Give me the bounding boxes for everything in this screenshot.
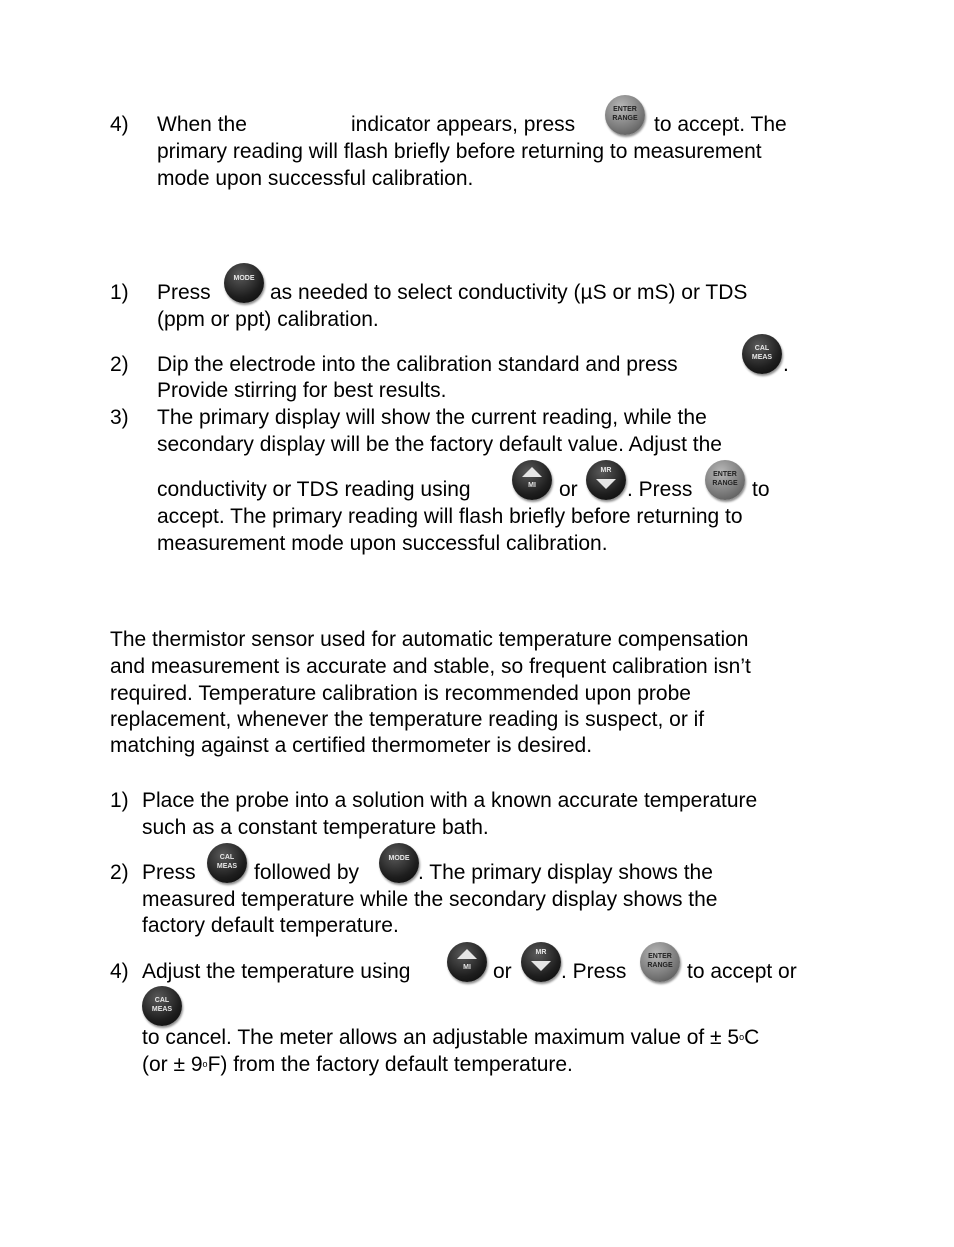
enter-range-button-icon: ENTER RANGE (705, 460, 745, 500)
step-text-line: Press (142, 861, 196, 884)
step-text-line: (ppm or ppt) calibration. (157, 308, 379, 331)
step-text: (or ± 9 (142, 1053, 203, 1076)
step-text-line: Provide stirring for best results. (157, 379, 447, 402)
step-number: 4) (110, 960, 129, 983)
step-text-line (654, 112, 787, 138)
step-text-line: The primary display will show the current reading, while the (157, 406, 707, 429)
degree-symbol: o (202, 1059, 208, 1069)
step-text-line (351, 112, 575, 138)
intro-paragraph-line: replacement, whenever the temperature reading is suspect, or if (110, 708, 705, 731)
step-text-line: Press (157, 281, 211, 304)
mi-up-arrow-button-icon: MI (512, 460, 552, 500)
step-text-line (142, 1052, 573, 1081)
step-text-line: accept. The primary reading will flash briefly before returning to (157, 505, 743, 528)
step-text-line: measured temperature while the secondary display shows the (142, 888, 718, 911)
step-number: 3) (110, 406, 129, 429)
step-text: C (744, 1026, 760, 1049)
intro-paragraph-line: required. Temperature calibration is recommended upon probe (110, 682, 691, 705)
step-text-line: mode upon successful calibration. (157, 167, 474, 190)
enter-range-button-icon: ENTER RANGE (640, 942, 680, 982)
step-text-line: measurement mode upon successful calibration. (157, 532, 608, 555)
step-text: F) from the factory default temperature. (207, 1053, 573, 1076)
step-text-line: or (559, 478, 578, 501)
step-text: When the (157, 113, 247, 136)
step-text-line: conductivity or TDS reading using (157, 478, 471, 501)
mode-button-icon: MODE (224, 263, 264, 303)
step-text-line: as needed to select conductivity (µS or mS) or TDS (270, 281, 748, 304)
step-text-line: primary reading will flash briefly before returning to measurement (157, 140, 762, 163)
step-text-line: such as a constant temperature bath. (142, 816, 489, 839)
step-text-line: or (493, 960, 512, 983)
step-number: 1) (110, 789, 129, 812)
step-text-line (142, 1025, 759, 1054)
step-text-line: secondary display will be the factory default value. Adjust the (157, 433, 722, 456)
cal-meas-button-icon: CAL MEAS (742, 334, 782, 374)
step-text-line: to (752, 478, 770, 501)
intro-paragraph-line: The thermistor sensor used for automatic temperature compensation (110, 628, 749, 651)
step-text: to accept. The (654, 113, 787, 136)
step-text-line: Place the probe into a solution with a known accurate temperature (142, 789, 758, 812)
step-text: indicator appears, press (351, 113, 576, 136)
step-text-line (157, 112, 247, 138)
step-text: to cancel. The meter allows an adjustable maximum value of ± 5 (142, 1026, 740, 1049)
step-text-line: . Press (627, 478, 693, 501)
step-text-line: . The primary display shows the (418, 861, 713, 884)
step-text-line: to accept or (687, 960, 797, 983)
step-text-line: factory default temperature. (142, 914, 399, 937)
cal-meas-button-icon: CAL MEAS (142, 986, 182, 1026)
degree-symbol: o (739, 1032, 745, 1042)
step-number: 4) (110, 113, 129, 136)
mi-up-arrow-button-icon: MI (447, 942, 487, 982)
step-text-line: Adjust the temperature using (142, 960, 411, 983)
mr-down-arrow-button-icon: MR (521, 942, 561, 982)
step-number: 1) (110, 281, 129, 304)
step-number: 2) (110, 861, 129, 884)
enter-range-button-icon: ENTER RANGE (605, 95, 645, 135)
mode-button-icon: MODE (379, 843, 419, 883)
step-text-line: followed by (254, 861, 360, 884)
mr-down-arrow-button-icon: MR (586, 460, 626, 500)
step-text-line: . Press (561, 960, 627, 983)
intro-paragraph-line: and measurement is accurate and stable, so frequent calibration isn’t (110, 655, 751, 678)
step-text-line: . (783, 353, 789, 376)
step-number: 2) (110, 353, 129, 376)
intro-paragraph-line: matching against a certified thermometer is desired. (110, 734, 593, 757)
step-text-line: Dip the electrode into the calibration standard and press (157, 353, 678, 376)
cal-meas-button-icon: CAL MEAS (207, 843, 247, 883)
